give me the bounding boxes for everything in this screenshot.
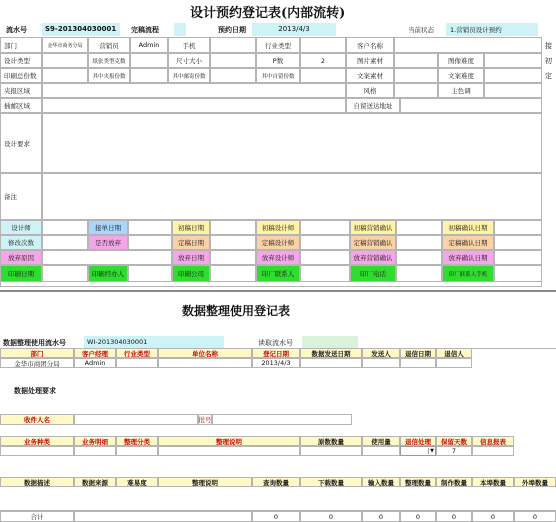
phone-field[interactable] — [210, 37, 256, 53]
hdr-input-qty: 输入数量 — [362, 477, 400, 487]
data-serial-field[interactable]: WI-201304030001 — [84, 336, 224, 348]
hdr-local-qty: 本埠数量 — [472, 477, 514, 487]
sales-value[interactable]: Admin — [130, 37, 168, 53]
hdr-return-handling: 退信处理 — [400, 436, 436, 446]
draft-designer-field[interactable] — [300, 220, 350, 235]
client-field[interactable] — [394, 37, 542, 53]
abandon-sales-confirm-label: 放弃营销确认 — [350, 250, 396, 265]
hdr-industry: 行业类型 — [116, 348, 158, 358]
row-return-date[interactable] — [400, 358, 436, 368]
revisions-label: 修改次数 — [0, 235, 42, 250]
self-addr-label: 自留送达地址 — [346, 98, 400, 113]
read-serial-field[interactable] — [302, 336, 358, 348]
bottom-title: 数据整理使用登记表 — [182, 304, 291, 318]
hdr-keep-days: 保留天数 — [436, 436, 472, 446]
final-sales-confirm-field[interactable] — [396, 235, 442, 250]
row-sender[interactable] — [362, 358, 400, 368]
abandon-confirm-date-label: 放弃确认日期 — [442, 250, 494, 265]
mailed-qty-label: 其中邮寄份数 — [168, 68, 210, 83]
hdr-download-qty: 下载数量 — [300, 477, 362, 487]
hdr-sort-qty: 整理数量 — [400, 477, 436, 487]
process-field[interactable] — [174, 23, 186, 36]
image-field[interactable] — [394, 53, 438, 68]
total-remote: 0 — [514, 511, 556, 522]
printer-contact-label: 印厂联系人 — [256, 265, 300, 282]
s2-biz-detail[interactable] — [74, 446, 116, 456]
draft-date-field[interactable] — [210, 220, 256, 235]
abandon-date-label: 放弃日期 — [172, 250, 210, 265]
total-input: 0 — [362, 511, 400, 522]
status-label: 当前状态 — [408, 26, 434, 34]
row-manager[interactable]: Admin — [74, 358, 116, 368]
region-label: 夹报区域 — [0, 83, 42, 98]
revisions-field[interactable] — [42, 235, 88, 250]
batch-label: 批号 — [198, 416, 212, 424]
return-handling-dropdown[interactable] — [400, 446, 436, 456]
abandon-sales-confirm-field[interactable] — [396, 250, 442, 265]
hdr-biz-type: 业务种类 — [0, 436, 74, 446]
final-designer-field[interactable] — [300, 235, 350, 250]
print-date-field[interactable] — [42, 265, 88, 282]
draft-date-label: 初稿日期 — [172, 220, 210, 235]
hdr-reg-date: 登记日期 — [252, 348, 300, 358]
row-send-date[interactable] — [300, 358, 362, 368]
hdr-send-date: 数据发送日期 — [300, 348, 362, 358]
draft-designer-label: 初稿设计师 — [256, 220, 300, 235]
s3-rows[interactable] — [0, 487, 556, 511]
print-date-label: 印刷日期 — [0, 265, 42, 282]
s2-report[interactable] — [472, 446, 514, 456]
final-date-label: 定稿日期 — [172, 235, 210, 250]
s2-biz-type[interactable] — [0, 446, 74, 456]
inserted-qty-field[interactable] — [130, 68, 168, 83]
section-divider — [0, 290, 556, 292]
final-sales-confirm-label: 定稿营销确认 — [350, 235, 396, 250]
hdr-sender: 发送人 — [362, 348, 400, 358]
hdr-difficulty: 难易度 — [116, 477, 158, 487]
total-label: 合计 — [0, 511, 74, 522]
s2-description[interactable] — [158, 446, 300, 456]
printer-phone-field[interactable] — [396, 265, 442, 282]
hdr-usage: 使用量 — [362, 436, 400, 446]
total-download: 0 — [300, 511, 362, 522]
row-industry[interactable] — [116, 358, 158, 368]
size-label: 尺寸大小 — [168, 53, 210, 68]
row-dept[interactable]: 金华市商团分局 — [0, 358, 74, 368]
total-make: 0 — [436, 511, 472, 522]
s2-category[interactable] — [116, 446, 158, 456]
printer-mobile-field[interactable] — [494, 265, 542, 282]
data-serial-label: 数据整理使用流水号 — [3, 339, 66, 347]
text-field[interactable] — [394, 68, 438, 83]
hdr-return-date: 退信日期 — [400, 348, 436, 358]
row-company[interactable] — [158, 358, 252, 368]
hdr-query-qty: 查询数量 — [252, 477, 300, 487]
serial-label: 流水号 — [6, 26, 27, 34]
kept-qty-label: 其中自留份数 — [256, 68, 300, 83]
paper-type-label: 纸张类型克数 — [88, 53, 130, 68]
p-label: P数 — [256, 53, 300, 68]
text-label: 文案素材 — [346, 68, 394, 83]
order-date-label: 接单日期 — [88, 220, 128, 235]
serial-field[interactable]: S9-201304030001 — [42, 23, 120, 36]
mail-region-label: 插邮区域 — [0, 98, 42, 113]
draft-sales-confirm-field[interactable] — [396, 220, 442, 235]
final-designer-label: 定稿设计师 — [256, 235, 300, 250]
dept-label: 部门 — [0, 37, 42, 53]
abandon-designer-label: 放弃设计师 — [256, 250, 300, 265]
final-confirm-date-field[interactable] — [494, 235, 542, 250]
total-query: 0 — [252, 511, 300, 522]
style-field[interactable] — [394, 83, 438, 98]
design-type-field[interactable] — [42, 53, 88, 68]
sales-label: 营销员 — [88, 37, 130, 53]
text-diff-field[interactable] — [484, 68, 542, 83]
data-requirements-label: 数据处理要求 — [14, 387, 56, 395]
hdr-manager: 客户经理 — [74, 348, 116, 358]
abandon-confirm-date-field[interactable] — [494, 250, 542, 265]
s2-keep-days[interactable]: 7 — [436, 446, 472, 456]
difficulty-label: 图像难度 — [438, 53, 484, 68]
booking-date-label: 预约日期 — [218, 26, 246, 34]
process-label: 完稿流程 — [131, 26, 159, 34]
printer-phone-label: 印厂电话 — [350, 265, 396, 282]
booking-date-field[interactable]: 2013/4/3 — [252, 23, 336, 36]
notes-label: 备注 — [0, 173, 42, 220]
style-label: 风格 — [346, 83, 394, 98]
hdr-make-qty: 制作数量 — [436, 477, 472, 487]
s2-original-qty[interactable] — [300, 446, 362, 456]
region-field[interactable] — [42, 83, 346, 98]
inserted-qty-label: 其中夹报份数 — [88, 68, 130, 83]
size-field[interactable] — [210, 53, 256, 68]
industry-label: 行业类型 — [256, 37, 300, 53]
abandon-reason-label: 放弃原因 — [0, 250, 42, 265]
hdr-data-source: 数据来源 — [74, 477, 116, 487]
image-label: 图片素材 — [346, 53, 394, 68]
client-label: 客户名称 — [346, 37, 394, 53]
data-requirements-field[interactable] — [74, 368, 546, 414]
print-qty-field[interactable] — [42, 68, 88, 83]
abandoned-field[interactable] — [128, 235, 172, 250]
hdr-category: 整理分类 — [116, 436, 158, 446]
hdr-report: 信息报表 — [472, 436, 514, 446]
hdr-return-person: 退信人 — [436, 348, 472, 358]
order-date-field[interactable] — [128, 220, 172, 235]
mailed-qty-field[interactable] — [210, 68, 256, 83]
right-char-1: 接 — [545, 42, 552, 50]
row-return-person[interactable] — [436, 358, 472, 368]
hdr-remote-qty: 外埠数量 — [514, 477, 556, 487]
phone-label: 手机 — [168, 37, 210, 53]
total-spacer — [74, 511, 252, 522]
text-diff-label: 文案难度 — [438, 68, 484, 83]
requirements-field[interactable] — [42, 113, 542, 173]
self-addr-field[interactable] — [400, 98, 542, 113]
draft-sales-confirm-label: 初稿营销确认 — [350, 220, 396, 235]
receiver-label: 收件人名 — [0, 414, 74, 425]
abandon-designer-field[interactable] — [300, 250, 350, 265]
draft-confirm-date-field[interactable] — [494, 220, 542, 235]
printer-mobile-label: 印厂联系人手机 — [442, 265, 494, 282]
print-company-field[interactable] — [210, 265, 256, 282]
total-sort: 0 — [400, 511, 436, 522]
hdr-description: 整理说明 — [158, 436, 300, 446]
paper-type-field[interactable] — [130, 53, 168, 68]
print-handler-label: 印刷经办人 — [88, 265, 128, 282]
receiver-field[interactable] — [74, 414, 198, 425]
dept-value[interactable]: 金华市商务分局 — [42, 37, 88, 53]
designer-label: 设计师 — [0, 220, 42, 235]
batch-field[interactable] — [212, 414, 352, 425]
abandon-reason-field[interactable] — [42, 250, 172, 265]
notes-field[interactable] — [42, 173, 542, 220]
print-qty-label: 印刷总份数 — [0, 68, 42, 83]
hdr-s3-description: 整理说明 — [158, 477, 252, 487]
print-handler-field[interactable] — [128, 265, 172, 282]
industry-field[interactable] — [300, 37, 346, 53]
read-serial-label: 读取流水号 — [258, 339, 293, 347]
right-char-3: 定 — [545, 72, 552, 80]
hdr-company: 单位名称 — [158, 348, 252, 358]
p-value[interactable]: 2 — [300, 53, 346, 68]
chevron-down-icon[interactable]: ▼ — [430, 448, 434, 454]
hdr-data-desc: 数据描述 — [0, 477, 74, 487]
difficulty-field[interactable] — [484, 53, 542, 68]
row-reg-date[interactable]: 2013/4/3 — [252, 358, 300, 368]
tone-field[interactable] — [484, 83, 542, 98]
hdr-original-qty: 原数数量 — [300, 436, 362, 446]
abandon-date-field[interactable] — [210, 250, 256, 265]
designer-field[interactable] — [42, 220, 88, 235]
design-type-label: 设计类型 — [0, 53, 42, 68]
final-confirm-date-label: 定稿确认日期 — [442, 235, 494, 250]
tone-label: 主色调 — [438, 83, 484, 98]
requirements-label: 设计要求 — [0, 113, 42, 173]
draft-confirm-date-label: 初稿确认日期 — [442, 220, 494, 235]
kept-qty-field[interactable] — [300, 68, 346, 83]
hdr-biz-detail: 业务明细 — [74, 436, 116, 446]
print-company-label: 印刷公司 — [172, 265, 210, 282]
right-char-2: 初 — [545, 57, 552, 65]
mail-region-field[interactable] — [42, 98, 346, 113]
page-title: 设计预约登记表(内部流转) — [190, 6, 346, 21]
abandoned-label: 是否放弃 — [88, 235, 128, 250]
status-field[interactable]: 1.营销员设计预约 — [446, 23, 538, 36]
hdr-dept: 部门 — [0, 348, 74, 358]
total-local: 0 — [472, 511, 514, 522]
s2-usage[interactable] — [362, 446, 400, 456]
printer-contact-field[interactable] — [300, 265, 350, 282]
final-date-field[interactable] — [210, 235, 256, 250]
